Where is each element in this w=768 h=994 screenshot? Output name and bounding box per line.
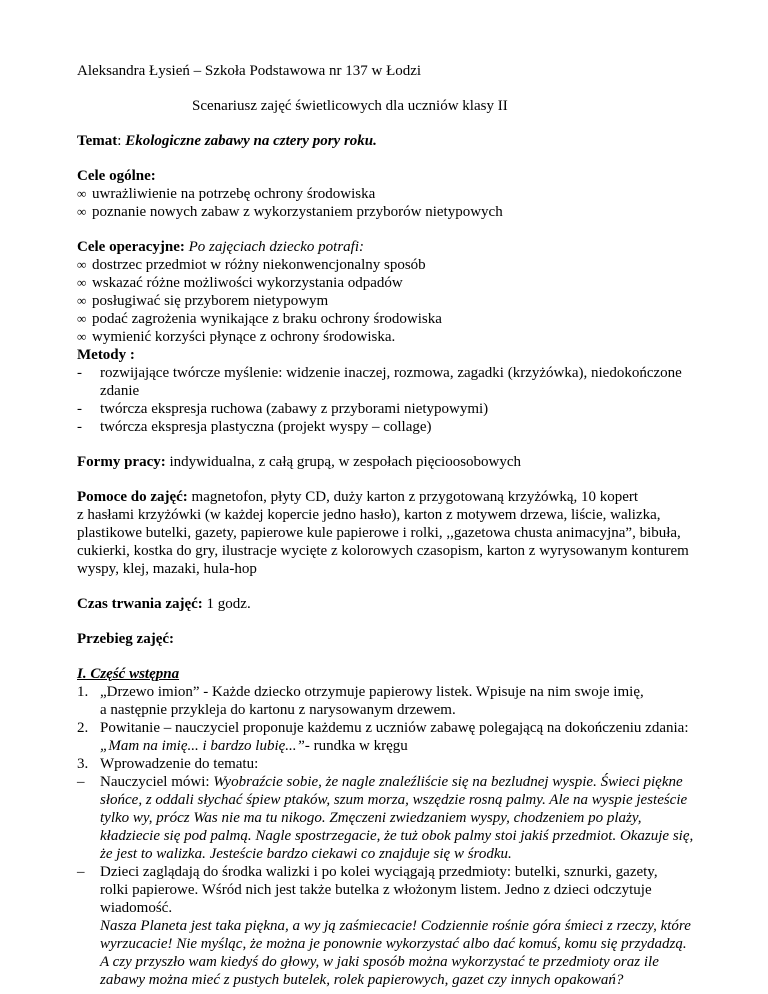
course-heading: Przebieg zajęć: <box>77 631 175 647</box>
topic-line: Temat: Ekologiczne zabawy na cztery pory roku. <box>77 133 377 149</box>
method-item-continued: zdanie <box>100 383 140 399</box>
step-1: 1. „Drzewo imion” - Każde dziecko otrzymuje papierowy listek. Wpisuje na nim swoje imię, <box>77 684 644 700</box>
children-activity-continued: rolki papierowe. Wśród nich jest także butelka z włożonym listem. Jedno z dzieci odczytuje <box>100 882 652 898</box>
step-2: 2. Powitanie – nauczyciel proponuje każdemu z uczniów zabawę polegającą na dokończeniu zdania: <box>77 720 689 736</box>
general-goal-item: ∞ uwrażliwienie na potrzebę ochrony środowiska <box>77 186 376 202</box>
general-goals-heading: Cele ogólne: <box>77 168 156 184</box>
children-activity: – Dzieci zaglądają do środka walizki i po kolei wyciągają przedmioty: butelki, sznurki, gazety, <box>77 864 658 880</box>
aids-line: Pomoce do zajęć: magnetofon, płyty CD, duży karton z przygotowaną krzyżówką, 10 kopert <box>77 489 639 505</box>
author-line: Aleksandra Łysień – Szkoła Podstawowa nr 137 w Łodzi <box>77 63 422 79</box>
duration-line: Czas trwania zajęć: 1 godz. <box>77 596 251 612</box>
topic-label: Temat <box>77 133 118 149</box>
infinity-bullet-icon: ∞ <box>77 311 87 326</box>
general-goal-item: ∞ poznanie nowych zabaw z wykorzystaniem przyborów nietypowych <box>77 204 503 220</box>
topic-value: Ekologiczne zabawy na cztery pory roku. <box>125 133 377 149</box>
aids-line: wyspy, klej, mazaki, hula-hop <box>77 561 257 577</box>
infinity-bullet-icon: ∞ <box>77 293 87 308</box>
step-2-continued: „Mam na imię... i bardzo lubię...”- rundka w kręgu <box>100 738 408 754</box>
letter-message: wyrzucacie! Nie myśląc, że można je ponownie wykorzystać albo dać komuś, komu się przydadzą. <box>100 936 687 952</box>
methods-heading: Metody : <box>77 347 135 363</box>
operational-goals-heading: Cele operacyjne: Po zajęciach dziecko potrafi: <box>77 239 364 255</box>
aids-line: plastikowe butelki, gazety, papierowe kule papierowe i rolki, ,,gazetowa chusta animacyjna”, bibuła, <box>77 525 681 541</box>
infinity-bullet-icon: ∞ <box>77 204 87 219</box>
teacher-speech-continued: kładziecie się pod palmą. Nagle spostrzegacie, że tuż obok palmy stoi jakiś przedmiot. Okazuje się, <box>100 828 694 844</box>
teacher-speech: – Nauczyciel mówi: Wyobraźcie sobie, że nagle znaleźliście się na bezludnej wyspie. Świeci piękne <box>77 774 683 790</box>
infinity-bullet-icon: ∞ <box>77 257 87 272</box>
letter-message: Nasza Planeta jest taka piękna, a wy ją zaśmiecacie! Codziennie rośnie góra śmieci z rzeczy, które <box>100 918 691 934</box>
infinity-bullet-icon: ∞ <box>77 329 87 344</box>
operational-goal-item: ∞ wymienić korzyści płynące z ochrony środowiska. <box>77 329 396 345</box>
letter-message: A czy przyszło wam kiedyś do głowy, w jaki sposób można wykorzystać te przedmioty oraz ile <box>100 954 659 970</box>
infinity-bullet-icon: ∞ <box>77 186 87 201</box>
operational-goal-item: ∞ posługiwać się przyborem nietypowym <box>77 293 329 309</box>
part-one-heading: I. Część wstępna <box>77 666 180 682</box>
teacher-speech-continued: tylko wy, prócz Was nie ma tu nikogo. Zmęczeni zwiedzaniem wyspy, chodzeniem po plaży, <box>100 810 642 826</box>
aids-line: cukierki, kostka do gry, ilustracje wycięte z kolorowych czasopism, karton z wyrysowanym konturem <box>77 543 689 559</box>
document-subtitle: Scenariusz zajęć świetlicowych dla uczniów klasy II <box>192 98 508 114</box>
method-item: - twórcza ekspresja plastyczna (projekt wyspy – collage) <box>77 419 432 435</box>
method-item: - rozwijające twórcze myślenie: widzenie inaczej, rozmowa, zagadki (krzyżówka), niedokończone <box>77 365 682 381</box>
method-item: - twórcza ekspresja ruchowa (zabawy z przyborami nietypowymi) <box>77 401 489 417</box>
children-activity-continued: wiadomość. <box>100 900 173 916</box>
letter-message: zabawy można mieć z pustych butelek, rolek papierowych, gazet czy innych opakowań? <box>100 972 624 988</box>
step-3: 3. Wprowadzenie do tematu: <box>77 756 259 772</box>
infinity-bullet-icon: ∞ <box>77 275 87 290</box>
work-forms-line: Formy pracy: indywidualna, z całą grupą, w zespołach pięcioosobowych <box>77 454 522 470</box>
step-1-continued: a następnie przykleja do kartonu z narysowanym drzewem. <box>100 702 456 718</box>
operational-goal-item: ∞ wskazać różne możliwości wykorzystania odpadów <box>77 275 403 291</box>
teacher-speech-continued: słońce, z oddali słychać śpiew ptaków, szum morza, wszędzie rosną palmy. Ale na wyspie jesteście <box>100 792 688 808</box>
operational-goal-item: ∞ dostrzec przedmiot w różny niekonwencjonalny sposób <box>77 257 426 273</box>
aids-line: z hasłami krzyżówki (w każdej kopercie jedno hasło), karton z motywem drzewa, liście, walizka, <box>77 507 661 523</box>
operational-goal-item: ∞ podać zagrożenia wynikające z braku ochrony środowiska <box>77 311 442 327</box>
teacher-speech-continued: że jest to walizka. Jesteście bardzo ciekawi co znajduje się w środku. <box>100 846 512 862</box>
